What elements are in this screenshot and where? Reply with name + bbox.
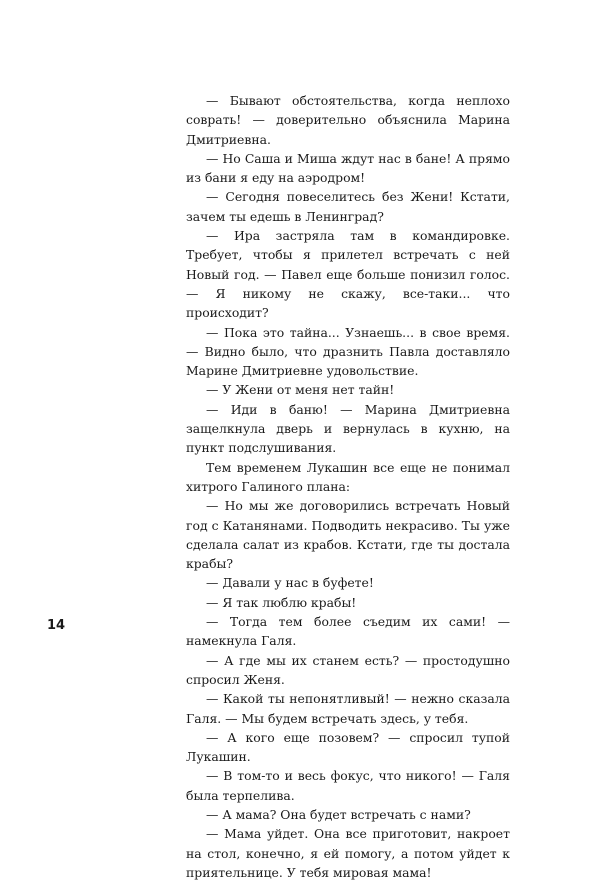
- paragraph: — Бывают обстоятельства, когда неплохо соврать! — доверительно объяснила Марина Дмитриевна.: [186, 93, 510, 147]
- page-body-text: [186, 91, 510, 882]
- paragraph: — А кого еще позовем? — спросил тупой Лукашин.: [186, 729, 510, 765]
- page-number: 14: [47, 618, 66, 633]
- paragraph: — Но мы же договорились встречать Новый год с Катанянами. Подводить некрасиво. Ты уже сделала салат из крабов. Кстати, где ты достала крабы?: [186, 498, 510, 572]
- paragraph: — Какой ты непонятливый! — нежно сказала Галя. — Мы будем встречать здесь, у тебя.: [186, 691, 510, 726]
- paragraph: Тем временем Лукашин все еще не понимал хитрого Галиного плана:: [186, 459, 510, 494]
- paragraph: — У Жени от меня нет тайн!: [206, 382, 395, 398]
- paragraph: — Я так люблю крабы!: [206, 594, 357, 610]
- paragraph: — А мама? Она будет встречать с нами?: [206, 806, 471, 822]
- paragraph: — Ира застряла там в командировке. Требует, чтобы я прилетел встречать с ней Новый год. — Павел еще больше понизил голос. — Я никому не скажу, все-таки... что происходит?: [186, 228, 510, 321]
- paragraph: — А где мы их станем есть? — простодушно спросил Женя.: [186, 652, 510, 687]
- paragraph: — Сегодня повеселитесь без Жени! Кстати, зачем ты едешь в Ленинград?: [186, 189, 510, 224]
- paragraph: — Но Саша и Миша ждут нас в бане! А прямо из бани я еду на аэродром!: [186, 150, 510, 186]
- paragraph: — Тогда тем более съедим их сами! — намекнула Галя.: [186, 614, 510, 649]
- paragraph: — Иди в баню! — Марина Дмитриевна защелкнула дверь и вернулась в кухню, на пункт подслушивания.: [186, 401, 510, 456]
- paragraph: — Давали у нас в буфете!: [206, 575, 374, 591]
- paragraph: — Пока это тайна... Узнаешь... в свое время. — Видно было, что дразнить Павла доставляло Марине Дмитриевне удовольствие.: [186, 324, 510, 379]
- paragraph: — В том-то и весь фокус, что никого! — Галя была терпелива.: [186, 768, 510, 803]
- paragraph: — Мама уйдет. Она все приготовит, накроет на стол, конечно, я ей помогу, а потом уйдет к приятельнице. У тебя мировая мама!: [186, 826, 510, 880]
